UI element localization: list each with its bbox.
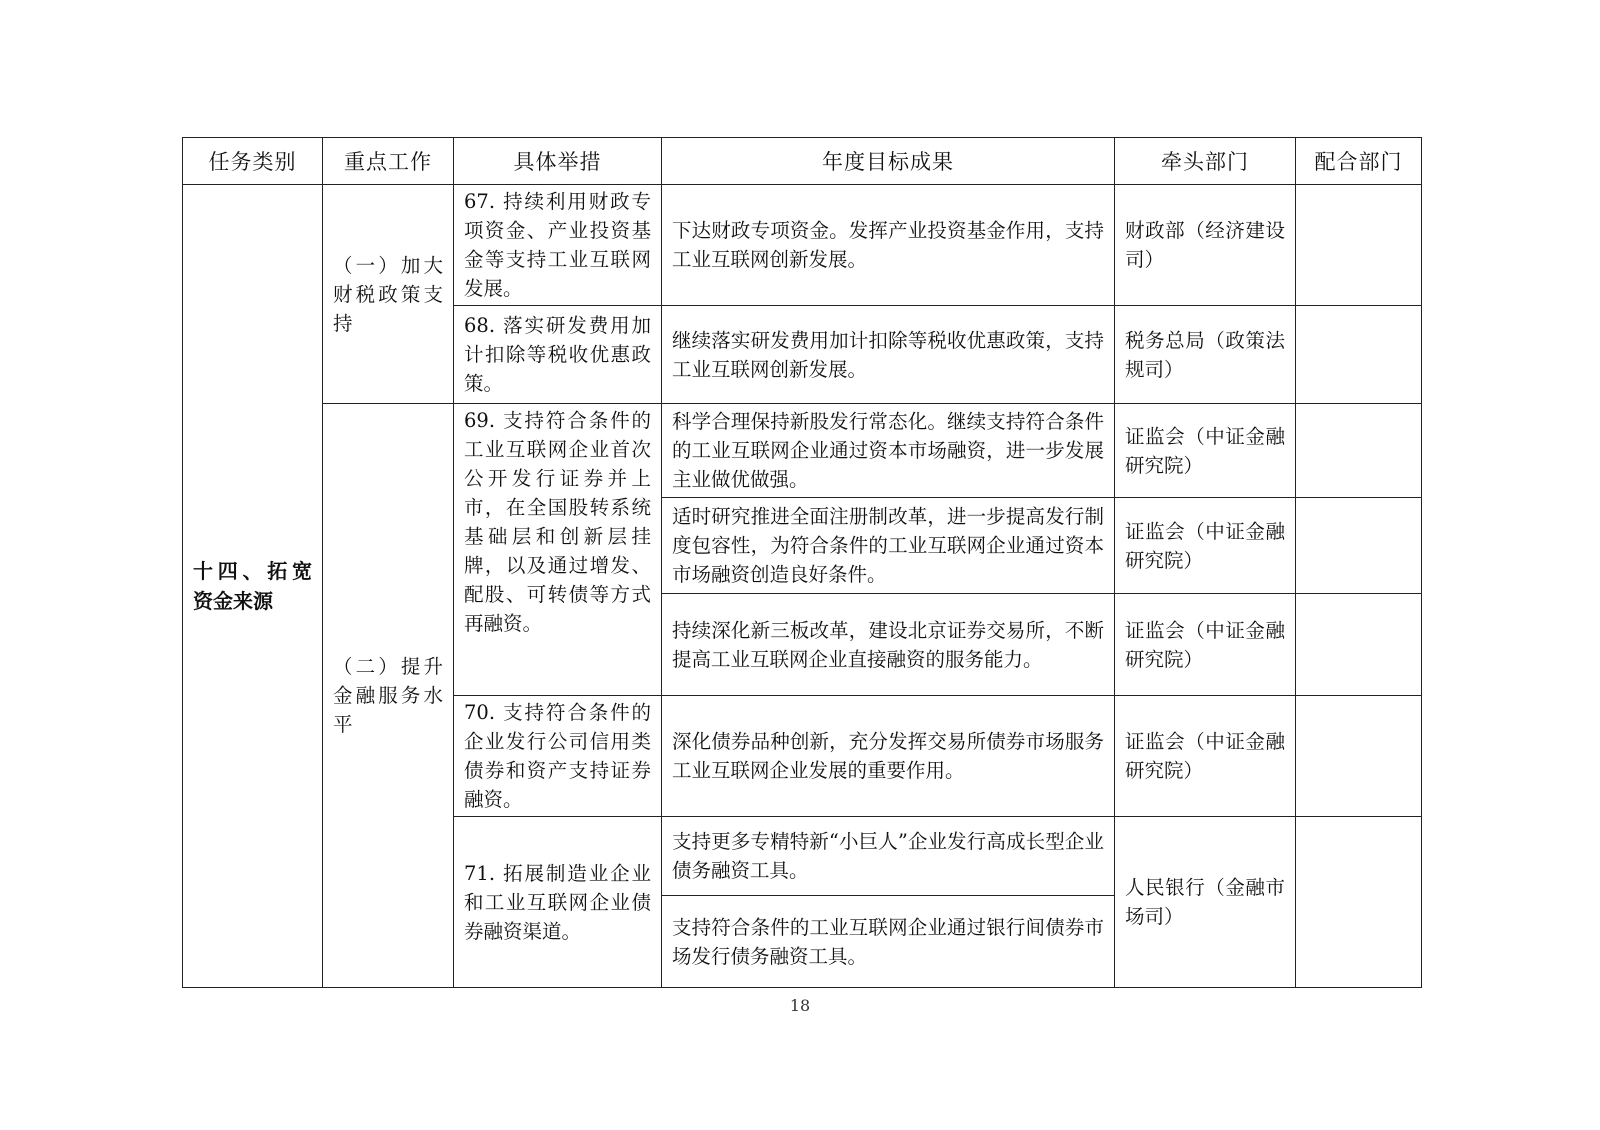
goal-69a: 科学合理保持新股发行常态化。继续支持符合条件的工业互联网企业通过资本市场融资，进一步发展主业做优做强。: [672, 410, 1104, 491]
goal-71b: 支持符合条件的工业互联网企业通过银行间债券市场发行债务融资工具。: [672, 915, 1104, 968]
goal-cell: [662, 696, 1115, 817]
goal-cell: [662, 817, 1115, 896]
goal-67: 下达财政专项资金。发挥产业投资基金作用，支持工业互联网创新发展。: [672, 219, 1104, 271]
cooperating-cell: [1296, 306, 1422, 404]
header-row: [183, 138, 1422, 185]
measure-67: 67. 持续利用财政专项资金、产业投资基金等支持工业互联网发展。: [464, 190, 651, 300]
lead-cell: [1115, 594, 1296, 696]
cooperating-cell: [1296, 594, 1422, 696]
key-task-text: （一）加大财税政策支持: [333, 253, 443, 335]
measure-cell: [454, 404, 662, 696]
category-cell: [183, 185, 323, 988]
lead-67: 财政部（经济建设司）: [1125, 219, 1285, 271]
category-text: 十四、拓宽资金来源: [193, 559, 312, 613]
lead-cell: [1115, 498, 1296, 594]
lead-69a: 证监会（中证金融研究院）: [1125, 424, 1285, 477]
lead-68: 税务总局（政策法规司）: [1125, 328, 1285, 381]
measure-71: 71. 拓展制造业企业和工业互联网企业债券融资渠道。: [464, 861, 651, 943]
lead-cell: [1115, 306, 1296, 404]
lead-71: 人民银行（金融市场司）: [1125, 876, 1285, 928]
cooperating-cell: [1296, 185, 1422, 306]
key-task-cell: [323, 404, 454, 988]
header-measure: 具体举措: [454, 138, 662, 185]
key-task-text: （二）提升金融服务水平: [333, 655, 443, 736]
goal-cell: [662, 404, 1115, 498]
lead-69b: 证监会（中证金融研究院）: [1125, 519, 1285, 572]
measure-cell: [454, 817, 662, 988]
lead-cell: [1115, 696, 1296, 817]
lead-69c: 证监会（中证金融研究院）: [1125, 618, 1285, 671]
goal-cell: [662, 306, 1115, 404]
goal-cell: [662, 185, 1115, 306]
lead-cell: [1115, 817, 1296, 988]
goal-cell: [662, 498, 1115, 594]
measure-cell: [454, 696, 662, 817]
goal-cell: [662, 594, 1115, 696]
cooperating-cell: [1296, 817, 1422, 988]
lead-70: 证监会（中证金融研究院）: [1125, 730, 1285, 782]
goal-69b: 适时研究推进全面注册制改革，进一步提高发行制度包容性，为符合条件的工业互联网企业通过资本市场融资创造良好条件。: [672, 505, 1104, 586]
header-lead-department: 牵头部门: [1115, 138, 1296, 185]
measure-68: 68. 落实研发费用加计扣除等税收优惠政策。: [464, 314, 651, 395]
header-key-task: 重点工作: [323, 138, 454, 185]
task-table: [182, 137, 1422, 988]
goal-69c: 持续深化新三板改革，建设北京证券交易所，不断提高工业互联网企业直接融资的服务能力。: [672, 618, 1104, 671]
goal-cell: [662, 896, 1115, 988]
cooperating-cell: [1296, 696, 1422, 817]
measure-69: 69. 支持符合条件的工业互联网企业首次公开发行证券并上市，在全国股转系统基础层和创新层挂牌，以及通过增发、配股、可转债等方式再融资。: [464, 409, 651, 635]
goal-70: 深化债券品种创新，充分发挥交易所债券市场服务工业互联网企业发展的重要作用。: [672, 730, 1104, 782]
lead-cell: [1115, 185, 1296, 306]
cooperating-cell: [1296, 404, 1422, 498]
table-row: [183, 185, 1422, 306]
measure-cell: [454, 306, 662, 404]
goal-68: 继续落实研发费用加计扣除等税收优惠政策，支持工业互联网创新发展。: [672, 328, 1104, 381]
header-task-category: 任务类别: [183, 138, 323, 185]
table-row: [183, 404, 1422, 498]
measure-70: 70. 支持符合条件的企业发行公司信用类债券和资产支持证券融资。: [464, 701, 651, 811]
lead-cell: [1115, 404, 1296, 498]
key-task-cell: [323, 185, 454, 404]
header-cooperating-department: 配合部门: [1296, 138, 1422, 185]
page-number: 18: [789, 996, 811, 1015]
measure-cell: [454, 185, 662, 306]
goal-71a: 支持更多专精特新“小巨人”企业发行高成长型企业债务融资工具。: [672, 830, 1104, 882]
cooperating-cell: [1296, 498, 1422, 594]
header-annual-goal: 年度目标成果: [662, 138, 1115, 185]
